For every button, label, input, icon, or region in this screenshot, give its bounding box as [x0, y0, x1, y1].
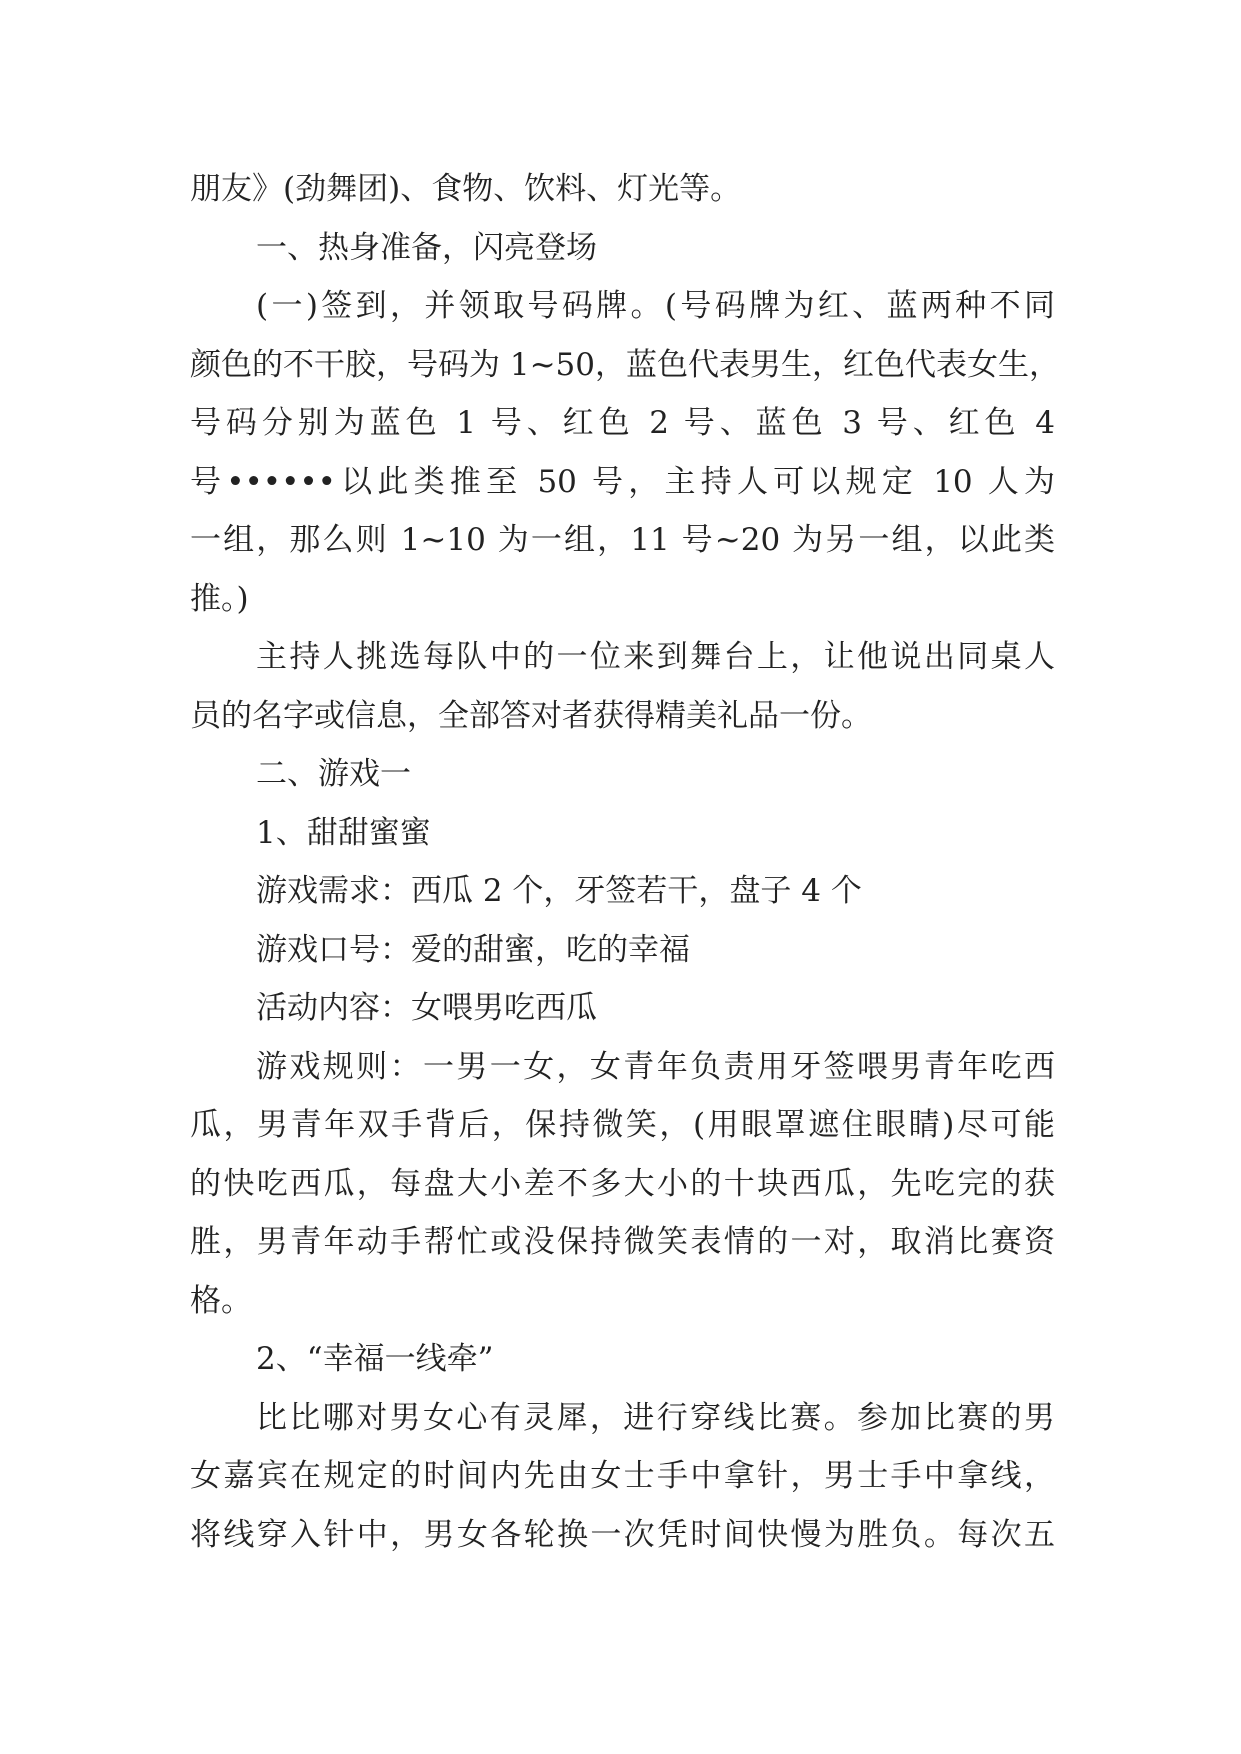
text-line: (一)签到，并领取号码牌。(号码牌为红、蓝两种不同 [256, 288, 1055, 324]
text-line: 主持人挑选每队中的一位来到舞台上，让他说出同桌人 [256, 639, 1055, 675]
text-line: 一组，那么则 1~10 为一组，11 号~20 为另一组，以此类 [190, 522, 1055, 558]
subsection-heading: 1、甜甜蜜蜜 [256, 814, 431, 851]
text-line: 的快吃西瓜，每盘大小差不多大小的十块西瓜，先吃完的获 [190, 1165, 1055, 1202]
text-line: 号••••••以此类推至 50 号，主持人可以规定 10 人为 [190, 463, 1055, 500]
body-text [190, 160, 1060, 1564]
text-line: 将线穿入针中，男女各轮换一次凭时间快慢为胜负。每次五 [190, 1516, 1055, 1553]
text-line: 女嘉宾在规定的时间内先由女士手中拿针，男士手中拿线， [190, 1458, 1055, 1494]
text-line: 胜，男青年动手帮忙或没保持微笑表情的一对，取消比赛资 [190, 1224, 1055, 1260]
text-line: 格。 [190, 1282, 252, 1319]
text-line: 活动内容：女喂男吃西瓜 [256, 990, 597, 1026]
text-line: 游戏规则：一男一女，女青年负责用牙签喂男青年吃西 [256, 1048, 1055, 1085]
text-line: 员的名字或信息，全部答对者获得精美礼品一份。 [190, 697, 872, 734]
text-line: 游戏口号：爱的甜蜜，吃的幸福 [256, 931, 690, 968]
text-line: 颜色的不干胶，号码为 1~50，蓝色代表男生，红色代表女生， [190, 346, 1060, 383]
section-heading: 一、热身准备，闪亮登场 [256, 229, 597, 266]
text-line: 号码分别为蓝色 1 号、红色 2 号、蓝色 3 号、红色 4 [190, 405, 1055, 441]
text-line: 瓜，男青年双手背后，保持微笑，(用眼罩遮住眼睛)尽可能 [190, 1107, 1055, 1143]
text-line: 朋友》(劲舞团)、食物、饮料、灯光等。 [190, 171, 742, 207]
section-heading: 二、游戏一 [256, 756, 411, 792]
text-line: 游戏需求：西瓜 2 个，牙签若干，盘子 4 个 [256, 873, 862, 909]
subsection-heading: 2、“幸福一线牵” [256, 1341, 494, 1377]
text-line: 推。) [190, 580, 249, 617]
text-line: 比比哪对男女心有灵犀，进行穿线比赛。参加比赛的男 [256, 1399, 1055, 1436]
